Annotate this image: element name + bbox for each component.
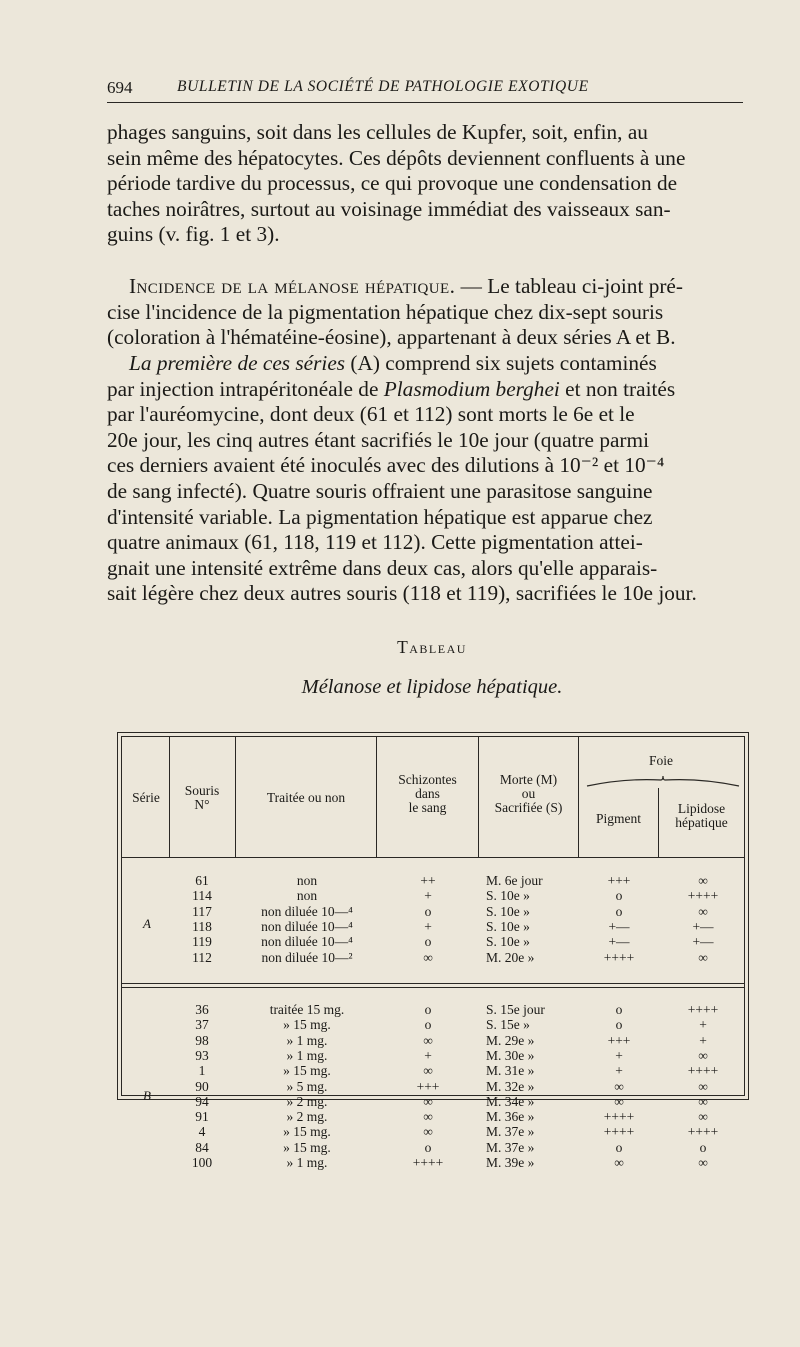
cell-num: 100	[191, 1155, 213, 1170]
cell-schiz: o	[424, 903, 432, 919]
group-separator	[122, 987, 744, 988]
cell-schiz: ∞	[423, 1063, 433, 1079]
header-line: Souris	[184, 783, 220, 798]
cell-pig: ∞	[614, 1093, 624, 1109]
text-line	[107, 274, 747, 300]
text-span: (A) comprend six sujets contaminés	[350, 351, 657, 375]
cell-lip: ∞	[698, 1093, 708, 1109]
cell-pig: +—	[608, 934, 630, 950]
cell-morte: S. 15e »	[486, 1017, 530, 1033]
cell-morte: M. 37e »	[486, 1124, 535, 1140]
cell-pig: +—	[608, 918, 630, 934]
header-traitee: Traitée ou non	[266, 790, 346, 805]
paragraph-3	[107, 351, 747, 607]
text-line: cise l'incidence de la pigmentation hépatique chez dix-sept souris	[107, 299, 664, 324]
header-line: Schizontes	[398, 772, 457, 787]
text-line: période tardive du processus, ce qui provoque une condensation de	[107, 171, 678, 196]
cell-num: 94	[195, 1093, 209, 1109]
cell-lip: ∞	[698, 1155, 708, 1170]
cell-lip: ∞	[698, 949, 708, 965]
cell-schiz: ∞	[423, 949, 433, 965]
cell-trait: » 2 mg.	[286, 1093, 328, 1109]
cell-morte: M. 32e »	[486, 1078, 535, 1094]
cell-morte: M. 37e »	[486, 1139, 535, 1155]
cell-morte: M. 34e »	[486, 1093, 535, 1109]
cell-lip: +	[699, 1017, 707, 1033]
foie-brace	[585, 776, 741, 790]
cell-num: 4	[198, 1124, 206, 1140]
header-line: Morte (M)	[499, 772, 558, 787]
cell-lip: o	[699, 1139, 707, 1155]
cell-trait: » 15 mg.	[283, 1017, 331, 1033]
cell-num: 90	[195, 1078, 209, 1094]
cell-trait: » 15 mg.	[283, 1139, 331, 1155]
cell-trait: traitée 15 mg.	[269, 1002, 345, 1017]
text-line: d'intensité variable. La pigmentation hépatique est apparue chez	[107, 504, 653, 529]
header-line: dans	[415, 786, 440, 801]
cell-trait: » 2 mg.	[286, 1109, 328, 1125]
cell-lip: +	[699, 1032, 707, 1048]
header-line: Lipidose	[677, 801, 726, 816]
cell-lip: ∞	[698, 1109, 708, 1125]
cell-pig: ∞	[614, 1155, 624, 1170]
header-line: N°	[194, 797, 210, 812]
cell-schiz: +	[424, 918, 432, 934]
header-line: le sang	[408, 800, 447, 815]
text-line: (coloration à l'hématéine-éosine), appartenant à deux séries A et B.	[107, 325, 676, 350]
paragraph-2	[107, 274, 747, 351]
cell-trait: non	[296, 873, 318, 888]
cell-num: 61	[195, 873, 209, 888]
paragraph-1	[107, 120, 747, 248]
cell-num: 84	[195, 1139, 209, 1155]
page-number: 694	[107, 78, 133, 97]
cell-num: 93	[195, 1047, 209, 1063]
cell-morte: M. 20e »	[486, 949, 535, 965]
cell-pig: o	[615, 888, 623, 904]
cell-morte: M. 39e »	[486, 1155, 535, 1170]
cell-pig: o	[615, 1002, 623, 1017]
cell-trait: » 1 mg.	[286, 1032, 328, 1048]
cell-lip: ++++	[687, 1124, 719, 1140]
cell-schiz: +	[424, 888, 432, 904]
cell-pig: +++	[607, 1032, 631, 1048]
cell-pig: ∞	[614, 1078, 624, 1094]
cell-trait: non diluée 10—²	[261, 949, 353, 965]
header-schizontes	[377, 773, 478, 815]
cell-pig: o	[615, 1017, 623, 1033]
header-morte	[479, 773, 578, 815]
header-line: hépatique	[675, 815, 728, 830]
cell-pig: ++++	[603, 949, 635, 965]
header-rule	[122, 857, 744, 858]
header-lipidose	[659, 802, 744, 830]
header-line: Sacrifiée (S)	[494, 800, 563, 815]
cell-trait: non diluée 10—⁴	[261, 903, 353, 919]
text-span: — Le tableau ci-joint pré-	[460, 274, 683, 298]
cell-schiz: ∞	[423, 1032, 433, 1048]
text-line: par l'auréomycine, dont deux (61 et 112) sont morts le 6e et le	[107, 402, 635, 427]
cell-lip: ∞	[698, 873, 708, 888]
cell-pig: o	[615, 1139, 623, 1155]
cell-schiz: ∞	[423, 1109, 433, 1125]
cell-schiz: ∞	[423, 1124, 433, 1140]
running-head: BULLETIN DE LA SOCIÉTÉ DE PATHOLOGIE EXOTIQUE	[177, 78, 589, 95]
text-line: sein même des hépatocytes. Ces dépôts deviennent confluents à une	[107, 145, 686, 170]
cell-morte: S. 15e jour	[486, 1002, 545, 1017]
cell-trait: non diluée 10—⁴	[261, 918, 353, 934]
text-span: par injection intrapéritonéale de	[107, 376, 379, 401]
cell-morte: S. 10e »	[486, 903, 530, 919]
cell-morte: S. 10e »	[486, 918, 530, 934]
cell-num: 117	[192, 903, 212, 919]
species-name: Plasmodium berghei	[383, 376, 560, 401]
cell-schiz: o	[424, 1017, 432, 1033]
cell-lip: ++++	[687, 1063, 719, 1079]
group-label-a: A	[143, 916, 151, 931]
cell-schiz: +	[424, 1047, 432, 1063]
cell-schiz: ++	[420, 873, 436, 888]
cell-morte: M. 30e »	[486, 1047, 535, 1063]
cell-pig: o	[615, 903, 623, 919]
cell-num: 112	[192, 949, 212, 965]
cell-pig: +	[615, 1047, 623, 1063]
cell-trait: » 15 mg.	[283, 1063, 331, 1079]
group-label-b: B	[143, 1088, 151, 1103]
cell-trait: » 15 mg.	[283, 1124, 331, 1140]
cell-pig: +	[615, 1063, 623, 1079]
text-line: gnait une intensité extrême dans deux cas, alors qu'elle apparais-	[107, 555, 658, 580]
text-line: ces derniers avaient été inoculés avec des dilutions à 10⁻² et 10⁻⁴	[107, 453, 665, 478]
cell-trait: non diluée 10—⁴	[261, 934, 353, 950]
header-souris	[170, 784, 234, 812]
table-title: Tableau	[397, 637, 467, 657]
text-line: sait légère chez deux autres souris (118 et 119), sacrifiées le 10e jour.	[107, 581, 697, 606]
cell-morte: M. 29e »	[486, 1032, 535, 1048]
cell-lip: +—	[692, 934, 714, 950]
header-foie: Foie	[648, 753, 673, 768]
cell-morte: M. 36e »	[486, 1109, 535, 1125]
cell-lip: ∞	[698, 903, 708, 919]
cell-lip: +—	[692, 918, 714, 934]
cell-pig: +++	[607, 873, 631, 888]
text-line: guins (v. fig. 1 et 3).	[107, 222, 280, 247]
cell-num: 1	[198, 1063, 206, 1079]
cell-morte: S. 10e »	[486, 888, 530, 904]
cell-lip: ∞	[698, 1078, 708, 1094]
page-header	[107, 76, 743, 103]
cell-morte: M. 31e »	[486, 1063, 535, 1079]
cell-num: 114	[192, 888, 212, 904]
cell-trait: » 5 mg.	[286, 1078, 328, 1094]
text-line: de sang infecté). Quatre souris offraient une parasitose sanguine	[107, 478, 653, 503]
cell-lip: ++++	[687, 1002, 719, 1017]
cell-schiz: ++++	[412, 1155, 444, 1170]
cell-pig: ++++	[603, 1109, 635, 1125]
cell-pig: ++++	[603, 1124, 635, 1140]
cell-num: 91	[195, 1109, 209, 1125]
cell-trait: » 1 mg.	[286, 1155, 328, 1170]
cell-num: 118	[192, 918, 212, 934]
cell-num: 37	[195, 1017, 209, 1033]
cell-schiz: o	[424, 1139, 432, 1155]
text-line: taches noirâtres, surtout au voisinage immédiat des vaisseaux san-	[107, 196, 671, 221]
italic-lead: La première de ces séries	[129, 351, 346, 375]
cell-trait: » 1 mg.	[286, 1047, 328, 1063]
section-heading: Incidence de la mélanose hépatique.	[129, 274, 456, 298]
cell-lip: ∞	[698, 1047, 708, 1063]
cell-morte: M. 6e jour	[486, 873, 543, 888]
cell-schiz: +++	[416, 1078, 440, 1094]
table-subtitle: Mélanose et lipidose hépatique.	[301, 676, 563, 698]
text-line: 20e jour, les cinq autres étant sacrifiés le 10e jour (quatre parmi	[107, 427, 650, 452]
text-line: quatre animaux (61, 118, 119 et 112). Cette pigmentation attei-	[107, 530, 643, 555]
cell-schiz: ∞	[423, 1093, 433, 1109]
header-line: ou	[521, 786, 536, 801]
header-serie: Série	[132, 790, 160, 805]
text-line	[107, 351, 747, 377]
cell-num: 119	[192, 934, 212, 950]
text-line	[107, 377, 747, 403]
cell-schiz: o	[424, 934, 432, 950]
cell-trait: non	[296, 888, 318, 904]
cell-num: 98	[195, 1032, 209, 1048]
cell-lip: ++++	[687, 888, 719, 904]
header-pigment: Pigment	[595, 811, 641, 826]
cell-schiz: o	[424, 1002, 432, 1017]
text-line: phages sanguins, soit dans les cellules de Kupfer, soit, enfin, au	[107, 120, 648, 144]
group-separator	[122, 983, 744, 984]
text-span: et non traités	[565, 376, 676, 401]
cell-num: 36	[195, 1002, 209, 1017]
cell-morte: S. 10e »	[486, 934, 530, 950]
